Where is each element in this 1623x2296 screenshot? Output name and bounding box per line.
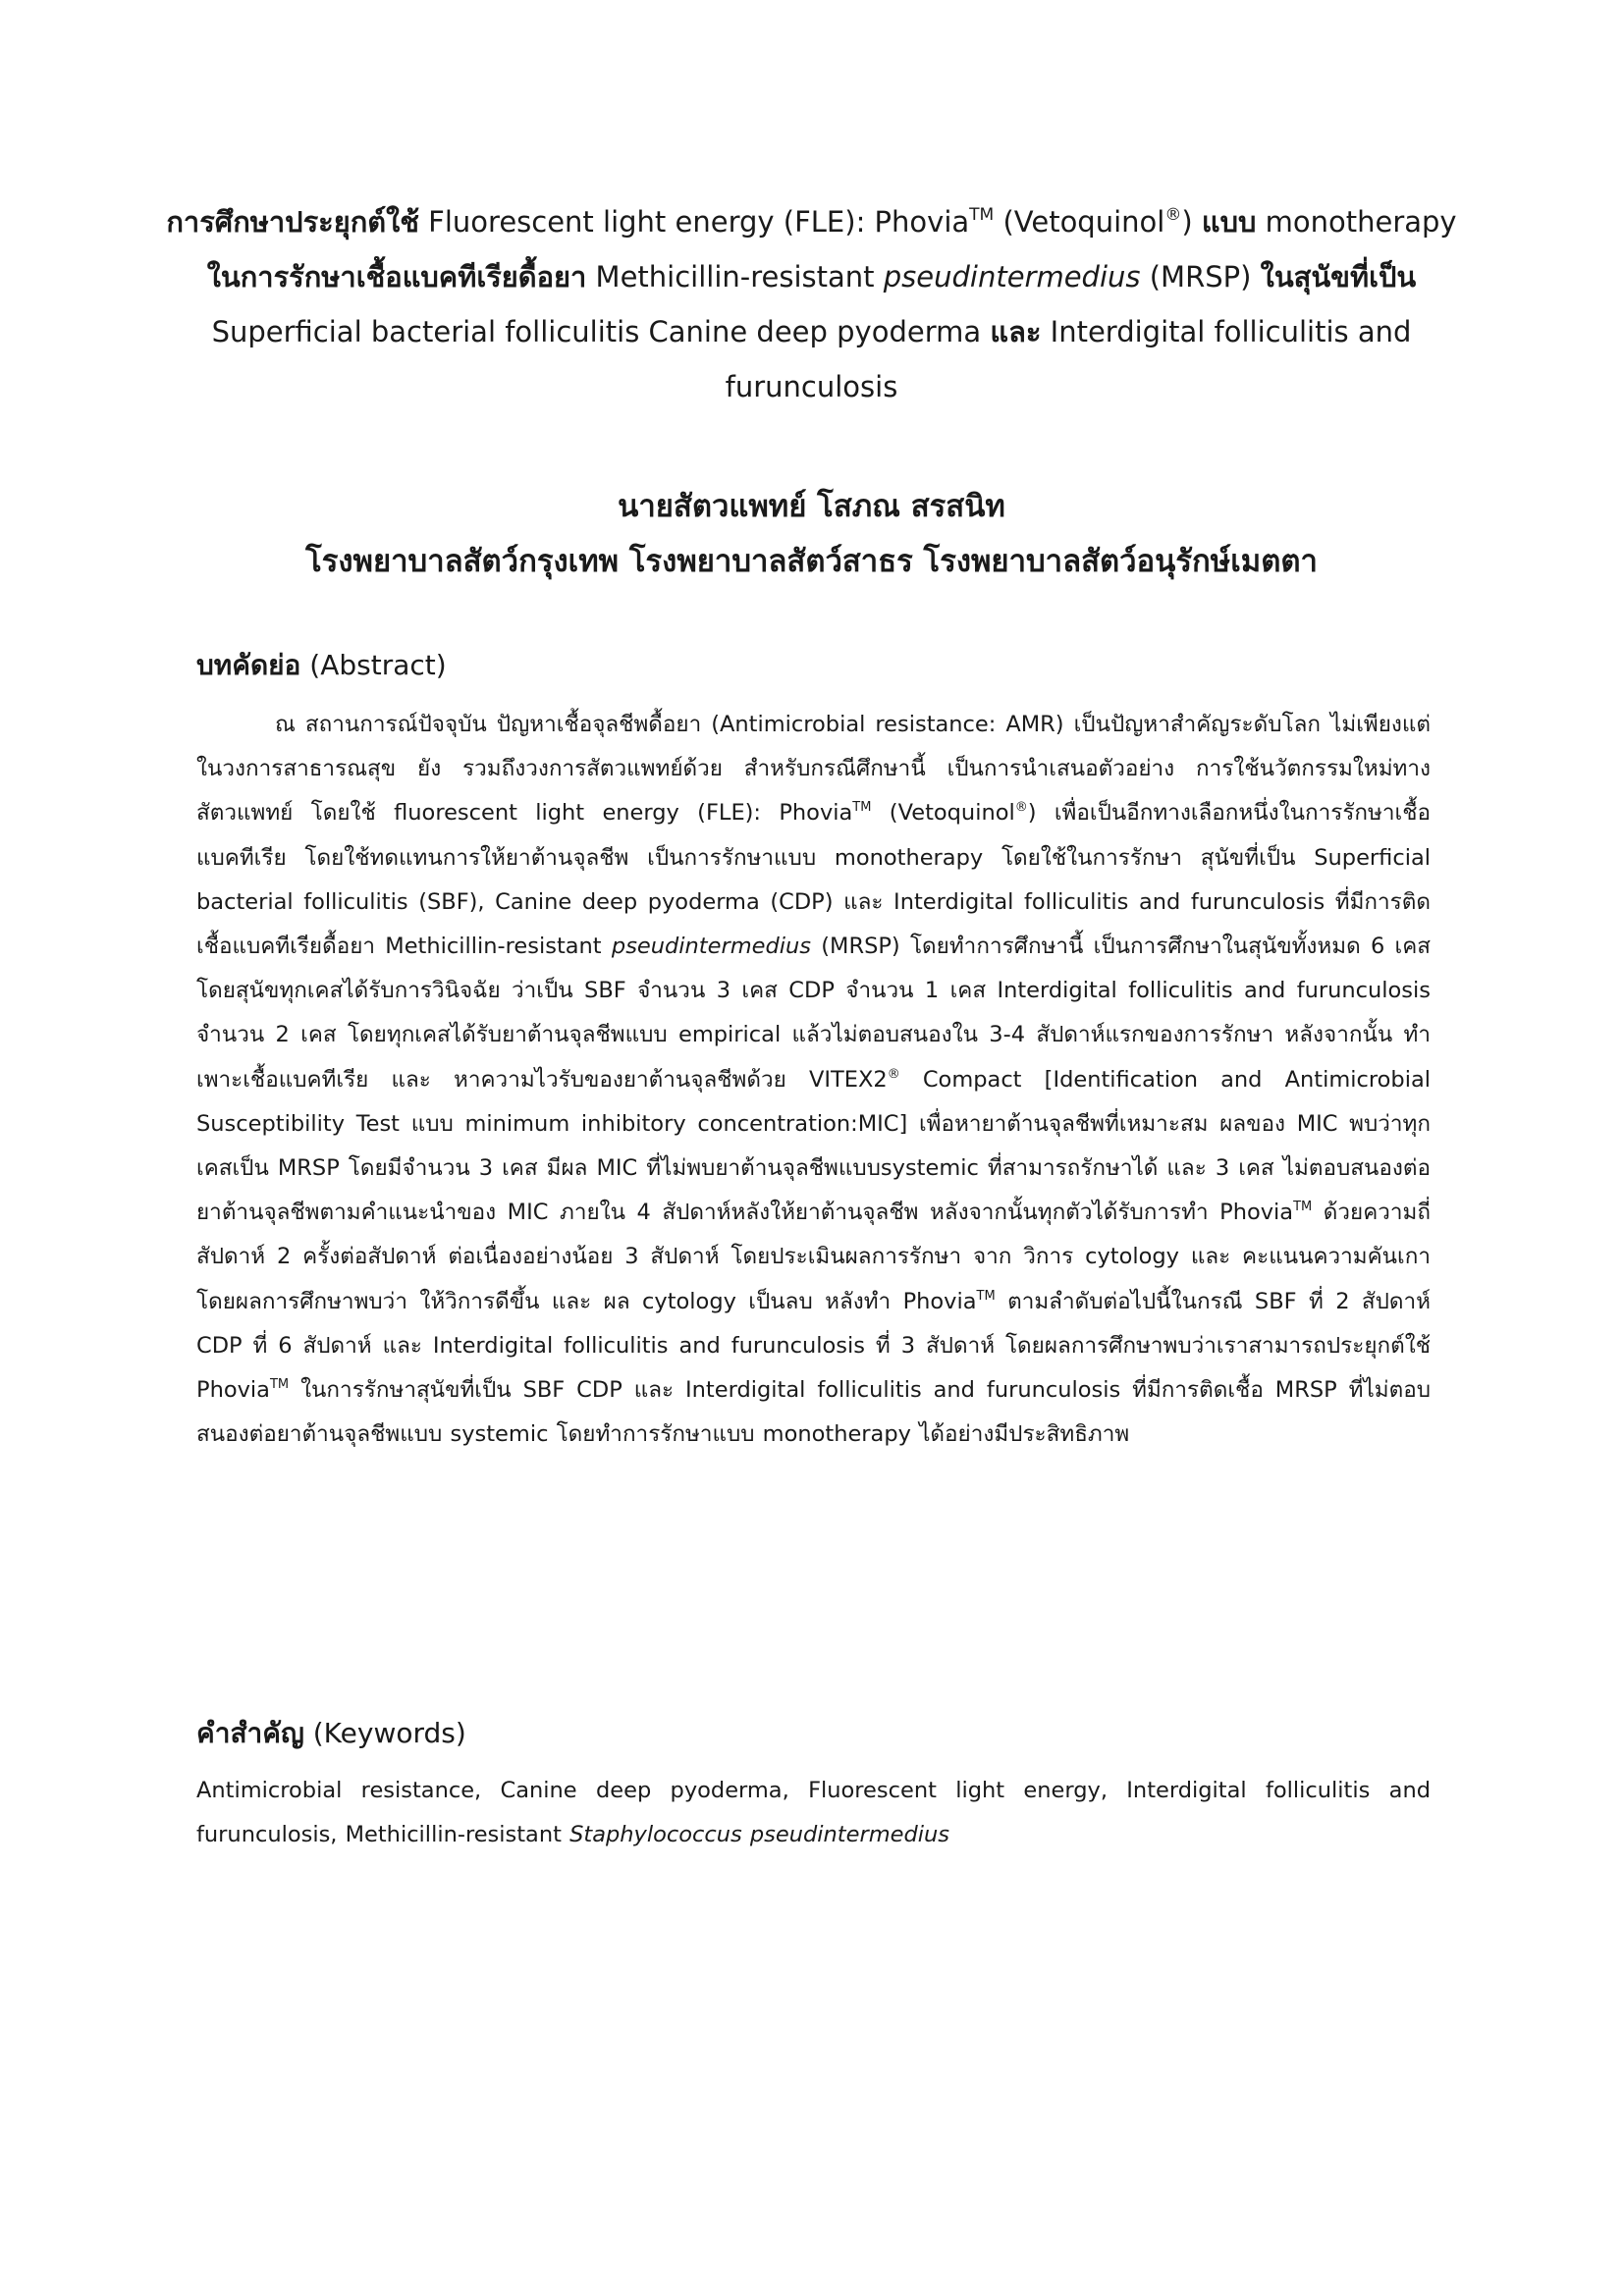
abstract-body: ณ สถานการณ์ปัจจุบัน ปัญหาเชื้อจุลชีพดื้อยา (Antimicrobial resistance: AMR) เป็นปัญหาสำคัญระดับโลก ไม่เพียงแต่ในวงการสาธารณสุข ยัง รวมถึงวงการสัตวแพทย์ด้วย สำหรับกรณีศึกษานี้ เป็นการนำเสนอตัวอย่าง การใช้นวัตกรรมใหม่ทางสัตวแพทย์ โดยใช้ fluorescent light energy (FLE): Phovia™ (Vetoquinol®) เพื่อเป็นอีกทางเลือกหนึ่งในการรักษาเชื้อแบคทีเรีย โดยใช้ทดแทนการให้ยาต้านจุลชีพ เป็นการรักษาแบบ monotherapy โดยใช้ในการรักษา สุนัขที่เป็น Superficial bacterial folliculitis (SBF), Canine deep pyoderma (CDP) และ Interdigital folliculitis and furunculosis ที่มีการติดเชื้อแบคทีเรียดื้อยา Methicillin-resistant pseudintermedius (MRSP) โดยทำการศึกษานี้ เป็นการศึกษาในสุนัขทั้งหมด 6 เคส โดยสุนัขทุกเคสได้รับการวินิจฉัย ว่าเป็น SBF จำนวน 3 เคส CDP จำนวน 1 เคส Interdigital folliculitis and furunculosis จำนวน 2 เคส โดยทุกเคสได้รับยาต้านจุลชีพแบบ empirical แล้วไม่ตอบสนองใน 3-4 สัปดาห์แรกของการรักษา หลังจากนั้น ทำเพาะเชื้อแบคทีเรีย และ หาความไวรับของยาต้านจุลชีพด้วย VITEX2® Compact [Identification and Antimicrobial Susceptibility Test แบบ minimum inhibitory concentration:MIC] เพื่อหายาต้านจุลชีพที่เหมาะสม ผลของ MIC พบว่าทุกเคสเป็น MRSP โดยมีจำนวน 3 เคส มีผล MIC ที่ไม่พบยาต้านจุลชีพแบบsystemic ที่สามารถรักษาได้ และ 3 เคส ไม่ตอบสนองต่อยาต้านจุลชีพตามคำแนะนำของ MIC ภายใน 4 สัปดาห์หลังให้ยาต้านจุลชีพ หลังจากนั้นทุกตัวได้รับการทำ Phovia™ ด้วยความถี่สัปดาห์ 2 ครั้งต่อสัปดาห์ ต่อเนื่องอย่างน้อย 3 สัปดาห์ โดยประเมินผลการรักษา จาก วิการ cytology และ คะแนนความคันเกา โดยผลการศึกษาพบว่า ให้วิการดีขึ้น และ ผล cytology เป็นลบ หลังทำ Phovia™ ตามลำดับต่อไปนี้ในกรณี SBF ที่ 2 สัปดาห์ CDP ที่ 6 สัปดาห์ และ Interdigital folliculitis and furunculosis ที่ 3 สัปดาห์ โดยผลการศึกษาพบว่าเราสามารถประยุกต์ใช้ Phovia™ ในการรักษาสุนัขที่เป็น SBF CDP และ Interdigital folliculitis and furunculosis ที่มีการติดเชื้อ MRSP ที่ไม่ตอบสนองต่อยาต้านจุลชีพแบบ systemic โดยทำการรักษาแบบ monotherapy ได้อย่างมีประสิทธิภาพ bbox=[196, 712, 1432, 1448]
abstract-heading: บทคัดย่อ (Abstract) bbox=[196, 649, 447, 681]
author-name: นายสัตวแพทย์ โสภณ สรสนิท bbox=[618, 489, 1005, 524]
title-line-1: การศึกษาประยุกต์ใช้ Fluorescent light energy (FLE): Phovia™ (Vetoquinol®) แบบ monotherapy bbox=[166, 205, 1457, 239]
title-line-2: ในการรักษาเชื้อแบคทีเรียดื้อยา Methicillin-resistant pseudintermedius (MRSP) ในสุนัขที่เป็น bbox=[206, 260, 1417, 294]
title-line-4: furunculosis bbox=[725, 370, 898, 403]
title-line-3: Superficial bacterial folliculitis Canine deep pyoderma และ Interdigital folliculitis and bbox=[211, 315, 1412, 348]
author-block bbox=[147, 479, 1476, 589]
author-affiliations: โรงพยาบาลสัตว์กรุงเทพ โรงพยาบาลสัตว์สาธร โรงพยาบาลสัตว์อนุรักษ์เมตตา bbox=[305, 544, 1318, 579]
keywords-body: Antimicrobial resistance, Canine deep pyoderma, Fluorescent light energy, Interdigital folliculitis and furunculosis, Methicillin-resistant Staphylococcus pseudintermedius bbox=[196, 1778, 1431, 1848]
paper-title bbox=[147, 194, 1476, 414]
keywords-heading: คำสำคัญ (Keywords) bbox=[196, 1717, 466, 1749]
